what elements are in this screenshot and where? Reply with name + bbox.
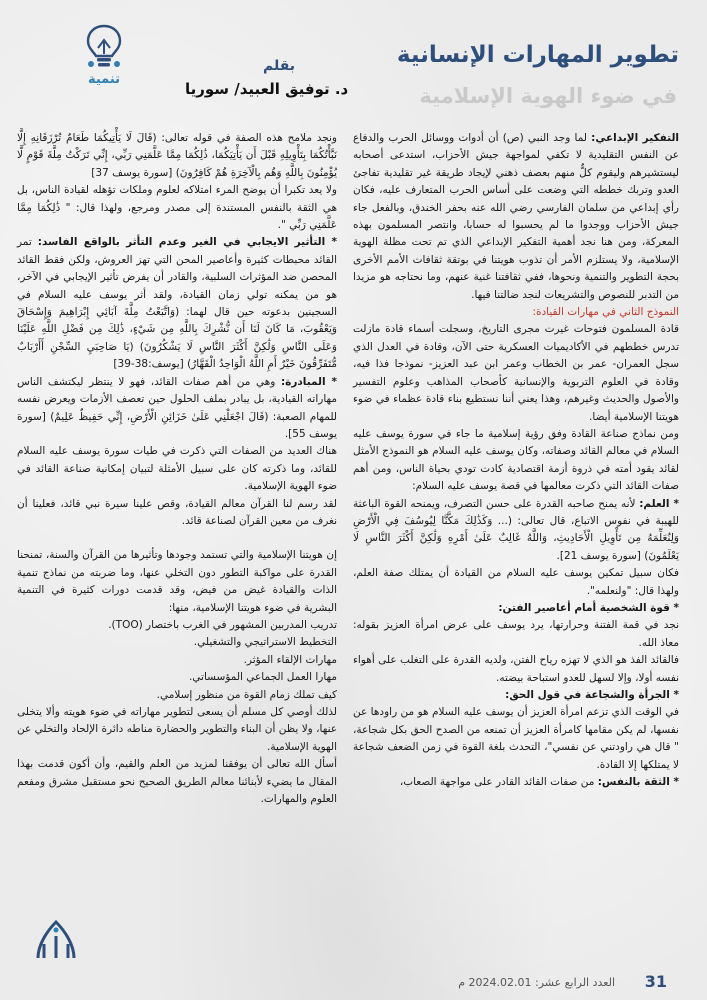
page-footer [0,968,707,1000]
page-number: 31 [644,972,667,991]
paragraph [17,634,337,651]
paragraph [17,547,337,617]
section-heading: النموذج الثاني في مهارات القيادة: [532,306,679,319]
paragraph-text: كيف تملك زمام القوة من منظور إسلامي. [156,688,337,701]
paragraph-text: فكان سبيل تمكين يوسف عليه السلام من القيادة أن يمتلك صفة العلم، ولهذا قال: "ولنعلمه". [353,567,679,597]
lightbulb-icon [82,22,126,70]
paragraph-text: هناك العديد من الصفات التي ذكرت في طيات سورة يوسف عليه السلام للقائد، وما ذكرته كان على سبيل الأمثلة لتبيان إمكانية صناعة القائد في ضوء الهوية الإسلامية. [17,445,337,493]
paragraph-text: التخطيط الاستراتيجي والتشغيلي. [193,636,337,649]
paragraph-text: إن هويتنا الإسلامية والتي تستمد وجودها وتأثيرها من القرآن والسنة، تمنحنا القدرة على مواكبة التطور دون التخلي عنها، وما ضربته من نماذج تنمية الذات والقيادة غيض من فيض، وقد قدمت دورات كثيرة في التنمية البشرية في ضوء هويتنا الإسلامية، منها: [17,549,337,614]
paragraph-spacer [17,530,337,547]
paragraph-lead: * المبادرة: [280,375,337,388]
paragraph-text: مهارا العمل الجماعي المؤسساتي. [188,671,337,684]
section-label: تنمية [87,72,121,87]
paragraph [17,130,337,182]
author-name: د. توفيق العبيد/ سوريا [185,80,349,98]
magazine-logo [30,914,82,970]
article-column-left [17,130,337,808]
paragraph [17,756,337,808]
paragraph-lead: * العلم: [639,497,679,510]
paragraph-text: لذلك أوصي كل مسلم أن يسعى لتطوير مهاراته في ضوء هويته وألا يتخلى عنها، ولا يظن أن البناء والتطوير والحضارة مناطه دائرة الإلحاد والتخلي عن الهوية الإسلامية. [17,706,337,753]
paragraph-text: من صفات القائد القادر على مواجهة الصعاب، [399,776,598,789]
paragraph [353,600,679,617]
paragraph-text: لأنه يمنح صاحبه القدرة على حسن التصرف، ويمنحه القوة الباعثة للهيبة في نفوس الاتباع، قال تعالى: (... وَكَذَٰلِكَ مَكَّنَّا لِيُوسُفَ فِي الْأَرْضِ وَلِنُعَلِّمَهُ مِن تَأْوِيلِ الْأَحَادِيثِ، وَاللَّهُ غَالِبٌ عَلَىٰ أَمْرِهِ وَلَٰكِنَّ أَكْثَرَ النَّاسِ لَا يَعْلَمُونَ) [سورة يوسف 21]. [353,497,679,562]
article-title: تطوير المهارات الإنسانية [396,42,679,68]
paragraph [353,652,679,687]
paragraph [353,130,679,304]
paragraph-lead: * قوة الشخصية أمام أعاصير الفتن: [498,601,679,614]
paragraph-text: أسأل الله تعالى أن يوفقنا لمزيد من العلم والقيم، وأن أكون قدمت بهذا المقال ما يضيء لأبنائنا معالم الطريق الصحيح نحو مستقبل مشرق ومفعم العلوم والمهارات. [17,758,337,806]
paragraph-text: نجد في قمة الفتنة وحرارتها، يرد يوسف على عرض امرأة العزيز بقوله: معاذ الله. [353,619,679,649]
paragraph [353,687,679,704]
paragraph-text: تدريب المدربين المشهور في الغرب باختصار (TOO). [108,618,337,631]
section-badge [74,22,134,87]
paragraph-lead: التفكير الإبداعي: [591,132,679,144]
paragraph-text: وهي من أهم صفات القائد، فهو لا ينتظر ليكتشف الناس مهاراته القيادية، بل يبادر بملف الحلول حين تعصف الأزمات ويعرض نفسه للمهام الصعبة: (قَالَ اجْعَلْنِي عَلَىٰ خَزَائِنِ الْأَرْضِ، إِنِّي حَفِيظٌ عَلِيمٌ) [سورة يوسف 55]. [17,375,337,440]
paragraph [17,234,337,373]
paragraph [353,617,679,652]
paragraph-text: في الوقت الذي تزعم امرأة العزيز أن يوسف عليه السلام هو من راودها عن نفسها، لم يكن مقامها كامرأة العزيز أن تمنعه من الصدح الحق بكل شجاعة، " قال هي راودتني عن نفسي"، التحدث بلغة القوة في زمن الضعف شجاعة لا يمتلكها إلا القادة. [353,706,679,771]
logo-mark [30,914,82,966]
paragraph-lead: * الجرأة والشجاعة في قول الحق: [505,689,679,701]
paragraph [17,687,337,704]
paragraph [353,426,679,496]
paragraph-text: قادة المسلمون فتوحات غيرت مجرى التاريخ، وسجلت أسماء قادة مازلت تدرس خططهم في الأكاديميات العسكرية حتى الآن، وقادة في العدل الذي سجل العمران- عمر بن الخطاب وعمر ابن عبد العزيز- نموذجا فذا فيه، وقادة في العلوم التربوية والإنسانية كأصحاب المذاهب وعلوم التفسير والأصول والحديث وغيرهم، وهذا يعني أننا نستطيع بناء قادة عظماء في ضوء هويتنا الإسلامية أيضا. [353,323,679,423]
paragraph [17,704,337,756]
paragraph [353,304,679,321]
paragraph-text: ومن نماذج صناعة القادة وفق رؤية إسلامية ما جاء في سورة يوسف عليه السلام في معالم القائد وصفاته، وكان يوسف عليه السلام هو النموذج الأمثل لقائد يقود أمته في ذروة أزمة اقتصادية كادت تودي بحياة الناس، ومن أهم صفات القائد التي ذكرت معالمها في قصة يوسف عليه السلام: [353,427,679,493]
paragraph-text: فالقائد الفذ هو الذي لا تهزه رياح الفتن، ولديه القدرة على التغلب على أهواء نفسه أولا، وإلا لسهل للعدو استباحة بيضته. [353,654,679,684]
paragraph-text: تمر القائد محبطات كثيرة وأعاصير المحن التي تهز العروش، ولكن فقط القائد المحصن ضد المؤثرات السلبية، والقادر أن يفرض تأثير الإيجابي في الآخر، هو من يمكنه تولي زمان القيادة، ولقد أثر يوسف عليه السلام في السجينين بدعوته حين قال لهما: (وَاتَّبَعْتُ مِلَّةَ آبَائِي إِبْرَاهِيمَ وَإِسْحَاقَ وَيَعْقُوبَ، مَا كَانَ لَنَا أَن نُّشْرِكَ بِاللَّهِ مِن شَيْءٍ، ذَٰلِكَ مِن فَضْلِ اللَّهِ عَلَيْنَا وَعَلَى النَّاسِ وَلَٰكِنَّ أَكْثَرَ النَّاسِ لَا يَشْكُرُونَ) (يَا صَاحِبَيِ السِّجْنِ أَأَرْبَابٌ مُّتَفَرِّقُونَ خَيْرٌ أَمِ اللَّهُ الْوَاحِدُ الْقَهَّارُ) [يوسف:38-39] [17,236,337,371]
paragraph [17,617,337,634]
paragraph [17,443,337,495]
issue-label: العدد الرابع عشر: [535,976,615,989]
paragraph-lead: * الثقة بالنفس: [597,776,679,789]
paragraph-text: ولا يعد تكبرا أن يوضح المرء امتلاكه لعلوم وملكات تؤهله لقيادة الناس، بل هي الثقة بالنفس المستندة إلى مصدر ومرجع، ولهذا قال: " ذَٰلِكُمَا مِمَّا عَلَّمَنِي رَبِّي ". [17,184,337,232]
article-subtitle: في ضوء الهوية الإسلامية [419,84,677,108]
byline-label: بقلم [263,58,296,74]
paragraph [17,374,337,444]
paragraph [353,565,679,600]
paragraph-text: لما وجد النبي (ص) أن أدوات ووسائل الحرب والدفاع عن النفس التقليدية لا تكفي لمواجهة جيش الأحزاب، استدعى أصحابه ليستشيرهم وليقوم كلٌّ منهم بعصف ذهني لإيجاد طريقة غير تقليدية تفاجئ العدو وتربك خططه التي وضعت على أساس الحرب المتعارف عليه، فكان رأي إبداعي من سلمان الفارسي رضي الله عنه بحفر الخندق، وبالفعل جاء جيش الأحزاب ووجدوا ما لم يحسبوا له حسابا، وانتصر المسلمون بهذه المعركة، ومن هنا نجد أهمية التفكير الإبداعي الذي تم تحت مظلة الهوية الإسلامية، ولا يستلزم الأمر أن تذوب هويتنا في بوتقة ثقافات الأمم الأخرى بحجة التطوير والتنمية ونحوها، ففي ثقافتنا غنية عنهم، وما نحتاجه هو مزيدا من التدبر للنصوص والتشريعات لنجد ضالتنا فيها. [353,132,679,301]
paragraph [353,496,679,566]
paragraph [17,496,337,531]
paragraph-lead: * التأثير الايجابي في الغير وعدم التأثر بالواقع الفاسد: [37,236,337,249]
paragraph-text: ونجد ملامح هذه الصفة في قوله تعالى: (قَالَ لَا يَأْتِيكُمَا طَعَامٌ تُرْزَقَانِهِ إِلَّا نَبَّأْتُكُمَا بِتَأْوِيلِهِ قَبْلَ أَن يَأْتِيَكُمَا، ذَٰلِكُمَا مِمَّا عَلَّمَنِي رَبِّي، إِنِّي تَرَكْتُ مِلَّةَ قَوْمٍ لَّا يُؤْمِنُونَ بِاللَّهِ وَهُم بِالْآخِرَةِ هُمْ كَافِرُونَ) [سورة يوسف 37] [17,132,337,179]
article-column-right [353,130,679,791]
article-header [0,0,707,128]
paragraph [17,652,337,669]
issue-info [458,976,615,989]
paragraph-text: لقد رسم لنا القرآن معالم القيادة، وقص علينا سيرة نبي قائد، فعلينا أن نغرف من معين القرآن لصناعة قائد. [17,497,337,527]
paragraph [353,704,679,774]
paragraph [17,669,337,686]
paragraph-text: مهارات الإلقاء المؤثر. [243,653,337,666]
paragraph [353,774,679,791]
paragraph [353,321,679,425]
paragraph [17,182,337,234]
issue-date: 2024.02.01 م [458,976,532,989]
